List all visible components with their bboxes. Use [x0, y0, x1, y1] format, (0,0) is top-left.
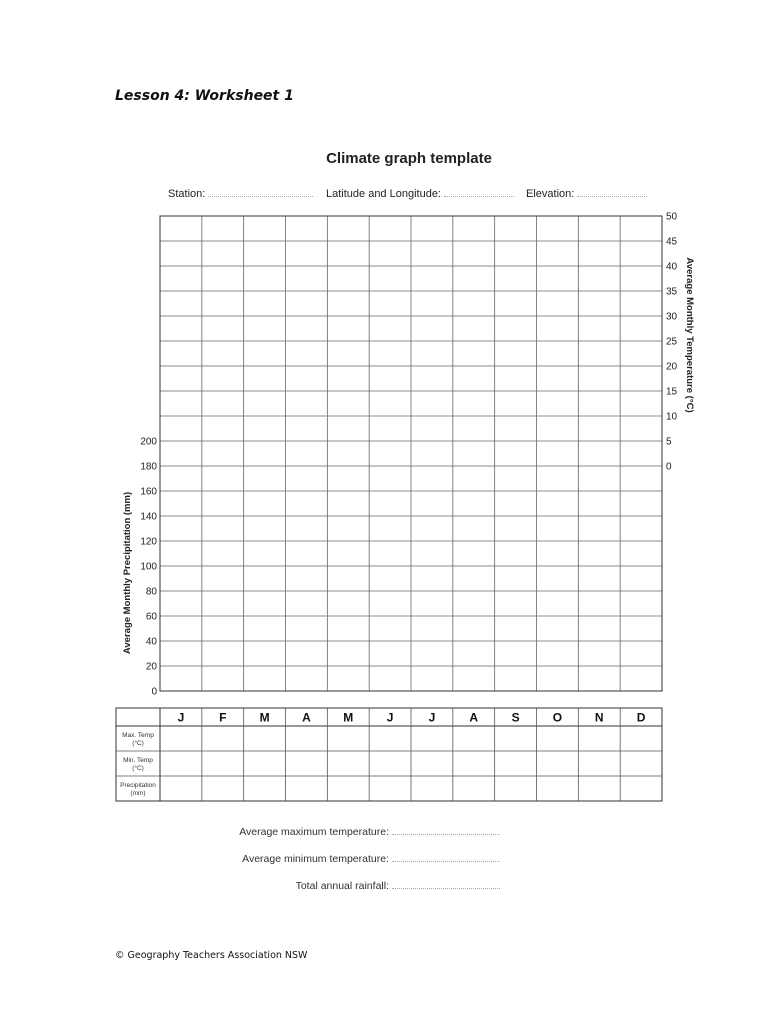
table-row-label: (mm) [130, 790, 146, 797]
page-title: Climate graph template [326, 150, 492, 167]
avg-max-temp-field[interactable] [239, 826, 500, 838]
temperature-tick-label: 0 [666, 461, 672, 473]
precipitation-tick-label: 200 [140, 436, 157, 448]
table-row-label: (°C) [132, 740, 144, 747]
month-header: S [511, 710, 520, 725]
month-header: J [386, 710, 394, 725]
avg-min-temp-label: Average minimum temperature: [242, 853, 389, 865]
annual-rainfall-blank[interactable] [392, 880, 500, 889]
precipitation-axis [140, 437, 157, 698]
month-header: M [343, 710, 354, 725]
month-header: M [259, 710, 270, 725]
month-header: F [219, 710, 227, 725]
annual-rainfall-field[interactable] [296, 880, 500, 892]
avg-max-temp-label: Average maximum temperature: [239, 826, 389, 838]
temperature-tick-label: 25 [666, 336, 678, 348]
precipitation-tick-label: 60 [145, 611, 157, 623]
precipitation-tick-label: 100 [140, 561, 157, 573]
precipitation-tick-label: 160 [140, 486, 157, 498]
month-header: A [469, 710, 479, 725]
temperature-axis-title: Average Monthly Temperature (°C) [684, 257, 695, 413]
avg-min-temp-blank[interactable] [392, 853, 500, 862]
temperature-tick-label: 40 [666, 261, 678, 273]
lat-long-label: Latitude and Longitude: [326, 188, 441, 200]
precipitation-tick-label: 180 [140, 461, 157, 473]
table-row-label: Max. Temp [122, 732, 154, 739]
station-label: Station: [168, 188, 206, 200]
table-row-label: (°C) [132, 765, 144, 772]
month-header: N [594, 710, 604, 725]
month-header: J [428, 710, 436, 725]
temperature-tick-label: 35 [666, 286, 678, 298]
month-header: O [552, 710, 563, 725]
month-header: D [636, 710, 646, 725]
temperature-tick-label: 20 [666, 361, 678, 373]
data-table [116, 708, 662, 801]
precipitation-tick-label: 40 [145, 636, 157, 648]
chart-grid [160, 216, 662, 691]
lesson-heading: Lesson 4: Worksheet 1 [115, 88, 294, 104]
table-row-label: Precipitation [120, 782, 156, 789]
temperature-tick-label: 10 [666, 411, 678, 423]
precipitation-tick-label: 0 [151, 686, 157, 698]
annual-rainfall-label: Total annual rainfall: [295, 880, 389, 892]
precipitation-tick-label: 140 [140, 511, 157, 523]
precipitation-tick-label: 120 [140, 536, 157, 548]
avg-min-temp-field[interactable] [242, 853, 500, 865]
temperature-tick-label: 50 [666, 211, 678, 223]
precipitation-axis-title: Average Monthly Precipitation (mm) [122, 491, 133, 655]
month-header: A [302, 710, 311, 725]
temperature-axis [666, 212, 678, 473]
temperature-tick-label: 5 [666, 436, 672, 448]
month-header: J [177, 710, 185, 725]
avg-max-temp-blank[interactable] [392, 826, 500, 835]
temperature-tick-label: 15 [666, 386, 678, 398]
elevation-label: Elevation: [526, 188, 575, 200]
precipitation-tick-label: 80 [145, 586, 157, 598]
temperature-tick-label: 45 [666, 236, 678, 248]
copyright-footer: © Geography Teachers Association NSW [115, 950, 308, 961]
table-row-label: Min. Temp [123, 757, 153, 764]
temperature-tick-label: 30 [666, 311, 678, 323]
precipitation-tick-label: 20 [145, 661, 157, 673]
